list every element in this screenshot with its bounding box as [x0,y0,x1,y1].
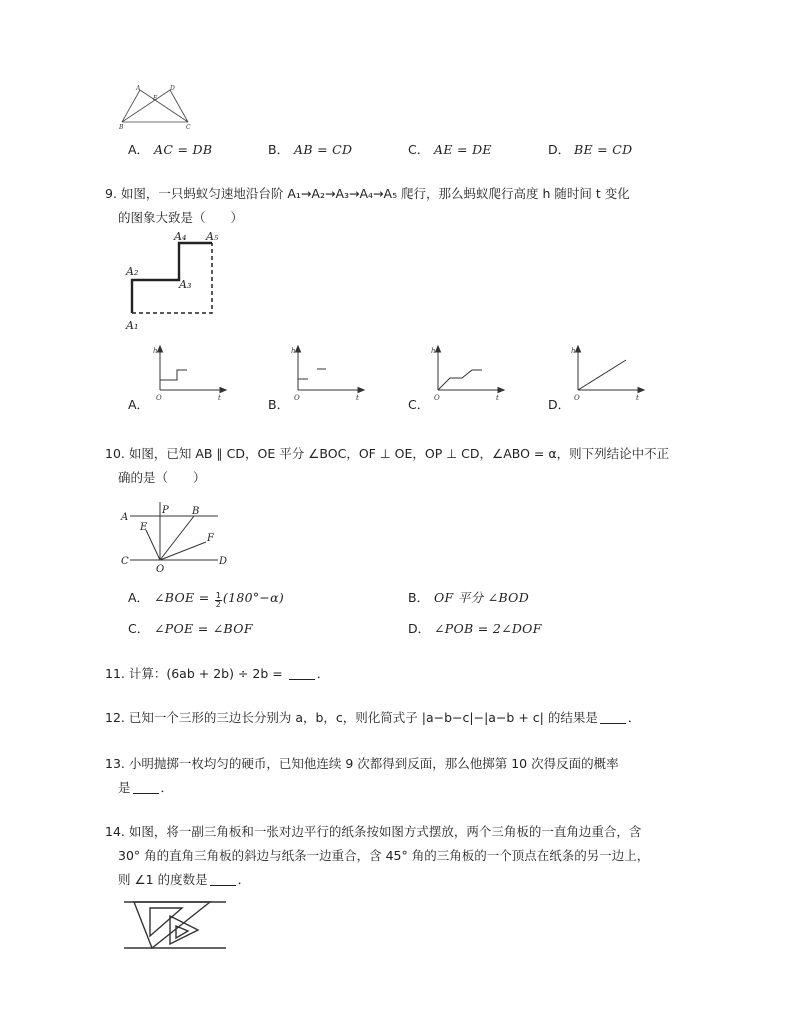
q9-label-a4: A₄ [174,230,187,243]
q8-option-a[interactable]: A． AC = DB [128,142,213,157]
q9-graph-d-t: t [636,394,639,402]
q12-stem: 12. 已知一个三形的三边长分别为 a，b，c，则化简式子 |a−b−c|−|a−b + c| 的结果是 ． [105,710,641,725]
q8-label-a: A [136,85,141,92]
q10-ray-oe [146,530,160,560]
q13-answer-blank[interactable] [133,781,159,794]
q8-segment-dc [170,90,188,122]
q9-graph-d-h: h [571,347,576,355]
q9-graph-b [288,342,368,406]
q8-label-c: C [186,124,191,130]
q9-graph-a-t: t [218,394,221,402]
q14-answer-blank[interactable] [210,873,236,886]
q9-graph-b-t: t [356,394,359,402]
q11-answer-blank[interactable] [289,667,315,680]
q10-label-e: E [140,522,148,533]
q8-option-b[interactable]: B． AB = CD [268,142,353,157]
q14-triangle-30 [134,902,210,948]
q10-label-d: D [219,556,228,567]
q14-stem-line3: 则 ∠1 的度数是 ． [118,872,251,887]
q9-graph-a [150,342,230,406]
q9-graph-d-o: O [574,394,580,402]
q9-graph-a-o: O [156,394,162,402]
q8-segment-ab [122,90,140,122]
q9-option-b[interactable]: B． [268,397,290,412]
q8-figure [118,84,198,130]
q10-option-a[interactable]: A． ∠BOE = $\frac{1}{2}$ (180°−α) [128,590,285,609]
q14-stem-line1: 14. 如图，将一副三角板和一张对边平行的纸条按如图方式摆放，两个三角板的一直角边重合，含 [105,824,642,839]
q10-label-f: F [207,533,214,544]
q8-option-c[interactable]: C． AE = DE [408,142,492,157]
q10-label-o: O [156,564,165,575]
q9-graph-c-t: t [496,394,499,402]
q9-label-a5: A₅ [206,230,219,243]
q10-stem-line1: 10. 如图，已知 AB ∥ CD，OE 平分 ∠BOC，OF ⊥ OE，OP ⊥ CD，∠ABO = α，则下列结论中不正 [105,446,670,461]
q9-graph-b-h: h [291,347,296,355]
q12-answer-blank[interactable] [600,711,626,724]
q8-label-e: E [153,95,158,102]
q10-label-b: B [192,506,200,517]
q10-stem-line2: 确的是（ ） [118,470,206,485]
q10-option-d[interactable]: D． ∠POB = 2∠DOF [408,621,542,636]
q9-stem-line2: 的图象大致是（ ） [118,210,244,225]
q9-stairs-dashed [132,243,212,313]
q9-graph-a-h: h [153,347,158,355]
q10-option-b[interactable]: B． OF 平分 ∠BOD [408,590,530,605]
q10-figure [118,496,238,576]
q9-graph-d [568,342,648,406]
q9-label-a1: A₁ [126,319,139,332]
q9-stairs-figure [122,228,232,334]
q9-label-a2: A₂ [126,265,139,278]
q9-label-a3: A₃ [179,278,192,291]
q9-graph-c-line [438,370,482,390]
q14-triangle-30-inner [150,908,182,936]
q14-figure [122,896,230,954]
q9-graph-a-line [160,370,187,380]
q9-option-c[interactable]: C． [408,397,430,412]
q8-label-d: D [170,85,175,92]
q8-segment-db [122,90,170,122]
q9-option-a[interactable]: A． [128,397,150,412]
q10-label-a: A [121,512,129,523]
q10-label-p: P [162,505,169,516]
q11-stem: 11. 计算：(6ab + 2b) ÷ 2b = ． [105,666,330,681]
q13-stem-line1: 13. 小明抛掷一枚均匀的硬币，已知他连续 9 次都得到反面，那么他掷第 10 次得反面的概率 [105,756,619,771]
q13-stem-line2: 是 ． [118,780,174,795]
q9-graph-c [428,342,508,406]
q9-option-d[interactable]: D． [548,397,571,412]
q9-stairs-path [132,243,212,313]
q14-stem-line2: 30° 角的直角三角板的斜边与纸条一边重合，含 45° 角的三角板的一个顶点在纸条的另一边上， [118,848,650,863]
q9-graph-b-o: O [294,394,300,402]
q10-label-c: C [121,556,129,567]
q9-graph-d-line [578,360,626,390]
q8-option-d[interactable]: D． BE = CD [548,142,633,157]
q8-label-b: B [119,124,124,130]
q9-graph-c-h: h [431,347,436,355]
q10-option-c[interactable]: C． ∠POE = ∠BOF [128,621,253,636]
q9-stem-line1: 9. 如图，一只蚂蚁匀速地沿台阶 A₁→A₂→A₃→A₄→A₅ 爬行，那么蚂蚁爬行高度 h 随时间 t 变化 [105,186,630,201]
q8-segment-ac [140,90,188,122]
q9-graph-c-o: O [434,394,440,402]
q10-option-a-fraction: $\frac{1}{2}$ [215,591,221,609]
